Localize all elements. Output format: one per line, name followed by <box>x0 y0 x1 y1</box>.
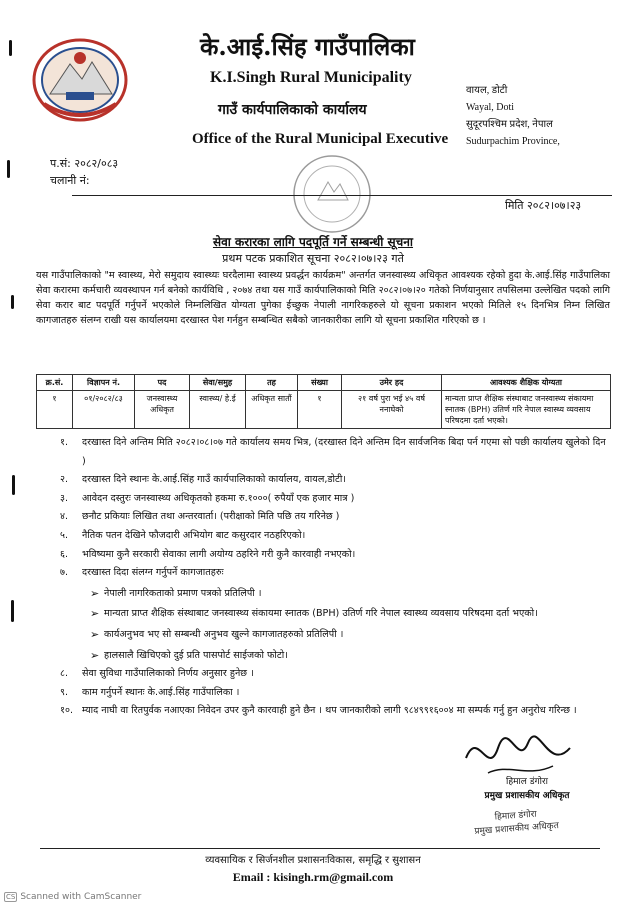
list-item <box>60 665 610 684</box>
footer-divider <box>40 848 600 849</box>
table-cell: जनस्वास्थ्य अधिकृत <box>135 391 190 429</box>
table-cell: १ <box>37 391 73 429</box>
document-item <box>60 605 610 624</box>
column-header: सेवा/समुह <box>190 375 246 391</box>
stamp-name: हिमाल डंगोरा <box>494 809 538 823</box>
office-stamp <box>290 152 374 236</box>
item-text: भविष्यमा कुनै सरकारी सेवाका लागी अयोग्य ठहरिने गरी कुनै कारवाही नभएको। <box>82 548 356 560</box>
binding-mark <box>11 600 14 622</box>
issue-date: मिति २०८२।०७।२३ <box>505 199 582 212</box>
item-text: दरखास्त दिने अन्तिम मिति २०८२।०८।०७ गते कार्यालय समय भित्र, (दरखास्त दिने अन्तिम दिन सार्वजनिक बिदा पर्न गएमा सो पछी कार्यालय खुलेको दिन ) <box>82 437 606 467</box>
item-number: ४. <box>60 511 69 523</box>
document-item <box>60 647 610 666</box>
reference-block <box>50 155 118 189</box>
binding-mark <box>7 160 10 178</box>
address-line: Wayal, Doti <box>466 102 515 113</box>
item-text: आवेदन दस्तुरः जनस्वास्थ्य अधिकृतको हकमा रु.१०००( रुपैयाँ एक हजार मात्र ) <box>82 492 355 504</box>
item-number: १. <box>60 437 69 448</box>
notice-title-text: सेवा करारका लागि पदपूर्ति गर्ने सम्बन्धी सूचना <box>212 235 414 249</box>
column-header: पद <box>135 375 190 391</box>
arrow-bullet-icon: ➢ <box>90 627 100 641</box>
table-cell: २१ वर्ष पुरा भई ४५ वर्ष ननाघेको <box>342 391 442 429</box>
address-line: Sudurpachim Province, <box>466 136 560 147</box>
list-item <box>60 546 610 565</box>
document-text: नेपाली नागरिकताको प्रमाण पत्रको प्रतिलिपी । <box>104 587 262 599</box>
column-header: विज्ञापन नं. <box>73 375 135 391</box>
document-text: मान्यता प्राप्त शैक्षिक संस्थाबाट जनस्वास्थ्य संकायमा स्नातक (BPH) उतिर्ण गरि नेपाल स्वास्थ्य व्यवसाय परिषदमा दर्ता भएको। <box>104 608 538 620</box>
scanner-text: Scanned with CamScanner <box>20 892 142 902</box>
table-cell: ०१/२०८२/८३ <box>73 391 135 429</box>
item-number: २. <box>60 474 69 486</box>
notice-title <box>0 233 626 250</box>
dispatch-number: चलानी नं: <box>50 174 90 187</box>
document-text: कार्यअनुभव भए सो सम्बन्धी अनुभव खुल्ने कागजातहरुको प्रतिलिपी । <box>104 628 344 640</box>
signatory-name: हिमाल डंगोरा <box>505 777 548 787</box>
publication-line: प्रथम पटक प्रकाशित सूचना २०८२।०७।२३ गते <box>222 252 404 265</box>
list-item <box>60 434 610 471</box>
conditions-list <box>60 434 610 721</box>
table-cell: अधिकृत सातौं <box>246 391 298 429</box>
item-number: ५. <box>60 529 69 541</box>
list-item <box>60 508 610 527</box>
item-number: १०. <box>60 705 74 717</box>
stamp-title: प्रमुख प्रशासकीय अधिकृत <box>474 821 560 837</box>
signatory-block <box>452 775 602 803</box>
date-divider <box>72 195 612 196</box>
column-header: आवश्यक शैक्षिक योग्यता <box>442 375 611 391</box>
address-block <box>466 82 560 150</box>
municipality-name-nepali: के.आई.सिंह गाउँपालिका <box>200 32 415 61</box>
table-cell: मान्यता प्राप्त शैक्षिक संस्थाबाट जनस्वास्थ्य संकायमा स्नातक (BPH) उतिर्ण गरि नेपाल स्वास्थ्य व्यवसाय परिषदमा दर्ता भएको। <box>442 391 611 429</box>
office-name-nepali: गाउँ कार्यपालिकाको कार्यालय <box>218 102 367 118</box>
signatory-title: प्रमुख प्रशासकीय अधिकृत <box>484 791 570 801</box>
item-number: ३. <box>60 492 69 504</box>
document-item <box>60 626 610 645</box>
intro-paragraph: यस गाउँपालिकाको "म स्वास्थ्य, मेरो समुदाय स्वास्थ्यः घरदैलामा स्वास्थ्य प्रवर्द्धन कार्यक्रम" अन्तर्गत जनस्वास्थ्य अधिकृत आवश्यक रहेको हुदा के.आई.सिंह गाउँपालिका सेवा करारमा कर्मचारी व्यवस्थापन गर्न बनेको कार्यविधि , २०७४ तथा यस गाउँ कार्यपालिकाको मिति २०८२।०७।२० गतेको निर्णयानुसार तपसिलमा उल्लेखित पदको लागि सेवा करार बाट पदपूर्ति गर्नुपर्ने भएकोले निम्नलिखित योग्यता पुगेका ईच्छुक नेपाली नागरिकहरुले यो सूचना प्रकाशन भएको मितिले १५ दिनभित्र निम्न लिखित कागजातहरु संलग्न राखी यस कार्यालयमा दरखास्त पेश गर्नहुन सम्बन्धित सबैको जानकारीका लागि यो सूचना प्रकाशित गरिएको छ । <box>36 270 610 326</box>
item-text: छनौट प्रकियाः लिखित तथा अन्तरवार्ता। (परीक्षाको मिति पछि तय गरिनेछ ) <box>82 511 340 523</box>
arrow-bullet-icon: ➢ <box>90 586 100 600</box>
document-item <box>60 585 610 604</box>
table-row <box>37 391 611 429</box>
scanner-watermark <box>4 892 141 902</box>
item-text: दरखास्त दिदा संलग्न गर्नुपर्ने कागजातहरुः <box>82 567 224 579</box>
municipality-emblem <box>30 34 130 124</box>
table-cell: १ <box>298 391 342 429</box>
camscanner-icon: CS <box>6 893 16 901</box>
item-text: नैतिक पतन देखिने फौजदारी अभियोग बाट कसुरदार नठहरिएको। <box>82 529 306 541</box>
table-header-row <box>37 375 611 391</box>
footer-email: Email : kisingh.rm@gmail.com <box>232 870 394 884</box>
signatory-stamp <box>473 807 559 839</box>
arrow-bullet-icon: ➢ <box>90 648 100 662</box>
document-text: हालसालै खिचिएको दुई प्रति पासपोर्ट साईजको फोटो। <box>104 649 288 661</box>
item-text: सेवा सुविधा गाउँपालिकाको निर्णय अनुसार हुनेछ । <box>82 668 254 680</box>
address-line: सुदूरपश्चिम प्रदेश, नेपाल <box>466 119 553 130</box>
table-cell: स्वास्थ्य/ हे.ई <box>190 391 246 429</box>
column-header: क्र.सं. <box>37 375 73 391</box>
vacancy-table <box>36 374 611 429</box>
letter-number: प.सं: २०८२/०८३ <box>50 157 119 170</box>
column-header: संख्या <box>298 375 342 391</box>
list-item <box>60 564 610 583</box>
item-text: म्याद नाघी वा रितपुर्वक नआएका निवेदन उपर कुनै कारवाही हुने छैन । थप जानकारीको लागी ९८४९९१६००४ मा सम्पर्क गर्नु हुन अनुरोध गरिन्छ । <box>82 705 577 717</box>
footer-slogan: व्यवसायिक र सिर्जनशील प्रशासनःविकास, समृद्धि र सुशासन <box>205 855 421 866</box>
office-name-english: Office of the Rural Municipal Executive <box>192 131 449 147</box>
binding-mark <box>12 475 15 495</box>
arrow-bullet-icon: ➢ <box>90 607 100 621</box>
list-item <box>60 527 610 546</box>
binding-mark <box>11 295 14 309</box>
item-number: ७. <box>60 567 69 579</box>
column-header: तह <box>246 375 298 391</box>
item-text: दरखास्त दिने स्थानः के.आई.सिंह गाउँ कार्यपालिकाको कार्यालय, वायल,डोटी। <box>82 474 346 486</box>
item-text: काम गर्नुपर्ने स्थानः के.आई.सिंह गाउँपालिका । <box>82 686 240 698</box>
address-line: वायल, डोटी <box>466 85 508 96</box>
item-number: ८. <box>60 668 69 680</box>
list-item <box>60 490 610 509</box>
list-item <box>60 471 610 490</box>
column-header: उमेर हद <box>342 375 442 391</box>
list-item <box>60 684 610 703</box>
item-number: ९. <box>60 686 69 698</box>
binding-mark <box>9 40 12 56</box>
item-number: ६. <box>60 548 69 560</box>
municipality-name-english: K.I.Singh Rural Municipality <box>210 69 412 86</box>
